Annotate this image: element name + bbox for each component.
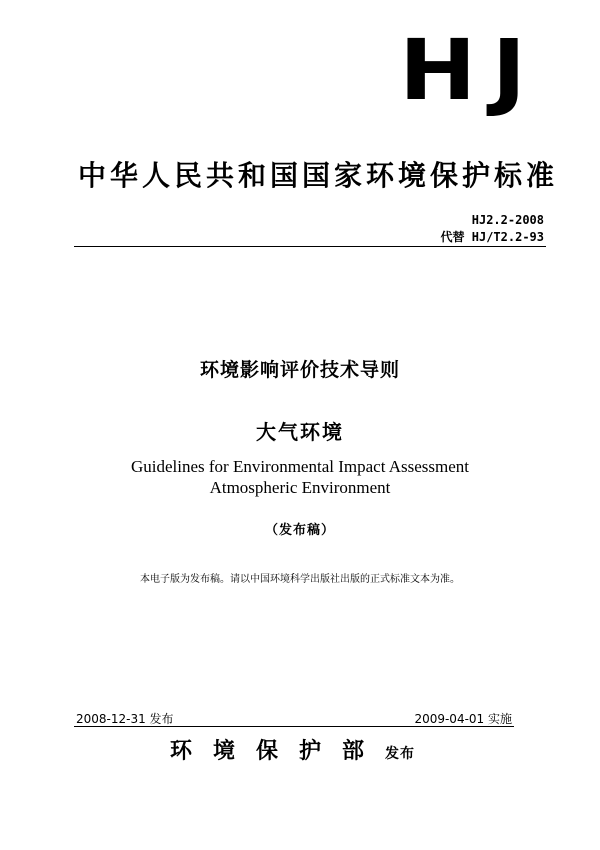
notice-text: 本电子版为发布稿。请以中国环境科学出版社出版的正式标准文本为准。 bbox=[140, 574, 460, 585]
standard-codes bbox=[441, 212, 544, 246]
top-divider bbox=[74, 246, 546, 247]
replaces-code: 代替 HJ/T2.2-93 bbox=[440, 230, 544, 244]
title-cn: 环境影响评价技术导则 bbox=[199, 359, 400, 381]
standard-category: 中华人民共和国国家环境保护标准 bbox=[78, 159, 559, 192]
hj-logo: HJ bbox=[399, 21, 542, 119]
title-en-line2: Atmospheric Environment bbox=[209, 478, 391, 497]
issuer bbox=[170, 734, 415, 765]
bottom-divider bbox=[74, 726, 514, 727]
subtitle-cn: 大气环境 bbox=[256, 420, 344, 444]
issue-date: 2008-12-31 发布 bbox=[76, 712, 174, 726]
standard-code: HJ2.2-2008 bbox=[471, 213, 544, 227]
draft-label: （发布稿） bbox=[264, 523, 335, 538]
issuer-suffix: 发布 bbox=[385, 746, 416, 762]
issuer-name: 环境保护部 bbox=[170, 739, 386, 764]
effective-date: 2009-04-01 实施 bbox=[414, 712, 512, 726]
title-en-line1: Guidelines for Environmental Impact Assessment bbox=[130, 457, 470, 476]
